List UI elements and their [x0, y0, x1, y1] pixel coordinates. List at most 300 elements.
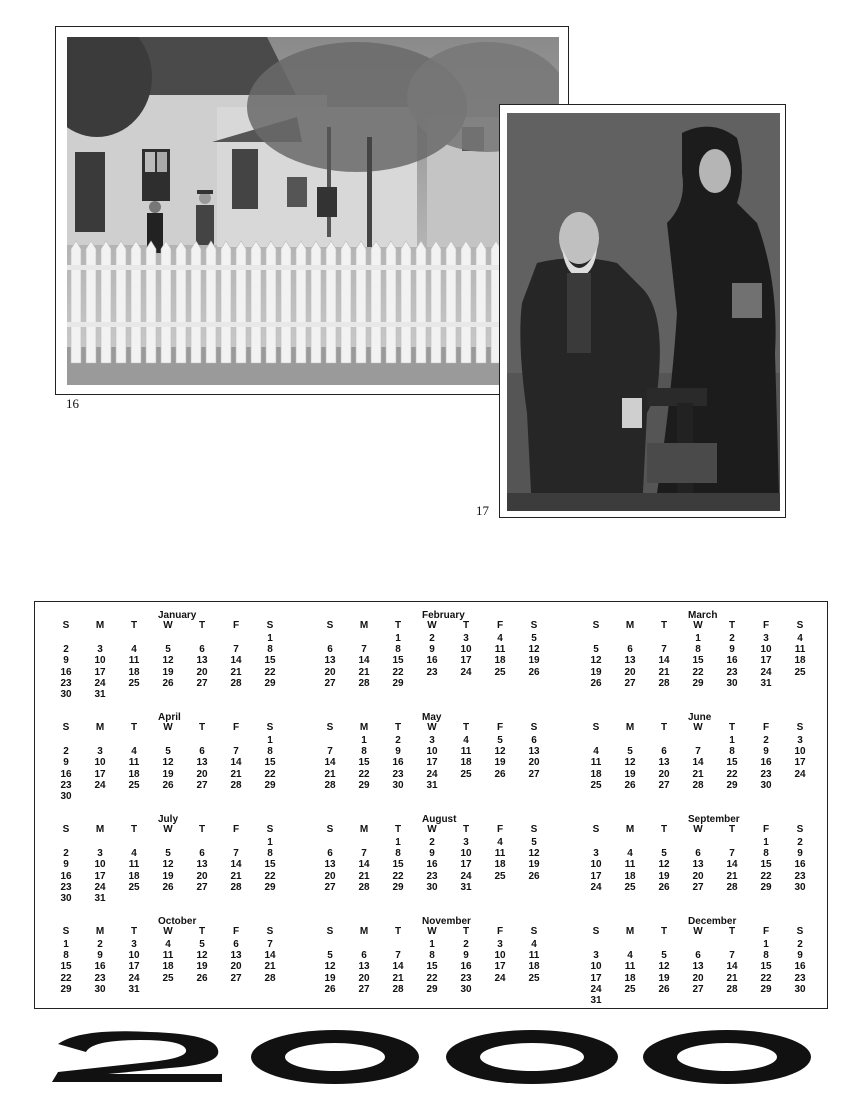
calendar-day: 14 — [230, 757, 242, 769]
calendar-day: 27 — [658, 779, 670, 791]
calendar-day: 11 — [494, 848, 506, 860]
calendar-day: 8 — [695, 644, 701, 656]
calendar-day: 15 — [760, 961, 772, 973]
weekday-header: S — [796, 620, 804, 631]
calendar-day: 20 — [196, 768, 208, 780]
calendar-day: 23 — [60, 779, 72, 791]
calendar-day: 26 — [162, 677, 174, 689]
calendar-day: 22 — [392, 870, 404, 882]
calendar-day: 16 — [60, 666, 72, 678]
calendar-day: 3 — [497, 939, 503, 950]
calendar-day: 23 — [460, 972, 472, 984]
calendar-day: 10 — [460, 848, 472, 860]
calendar-day: 28 — [324, 779, 336, 791]
calendar-day: 10 — [460, 644, 472, 656]
calendar-day: 11 — [128, 655, 140, 667]
calendar-day: 1 — [763, 939, 769, 950]
calendar-day: 11 — [162, 950, 174, 962]
calendar-day: 22 — [264, 666, 276, 678]
calendar-day: 14 — [230, 859, 242, 871]
calendar-day: 7 — [661, 644, 667, 656]
calendar-day: 17 — [94, 666, 106, 678]
calendar-day: 26 — [658, 881, 670, 893]
calendar-day: 29 — [760, 881, 772, 893]
weekday-header: S — [326, 620, 334, 631]
calendar-day: 16 — [794, 961, 806, 973]
weekday-header: M — [625, 722, 635, 733]
calendar-day: 30 — [60, 893, 72, 904]
calendar-day: 27 — [196, 779, 208, 791]
calendar-day: 5 — [497, 735, 503, 746]
calendar-day: 13 — [528, 746, 540, 758]
calendar-day: 24 — [460, 870, 472, 882]
calendar-day: 4 — [165, 939, 171, 950]
calendar-day: 18 — [460, 757, 472, 769]
calendar-day: 31 — [460, 881, 472, 893]
calendar-day: 13 — [196, 655, 208, 667]
calendar-day: 30 — [60, 689, 72, 700]
month-name: March — [688, 610, 718, 621]
calendar-day: 17 — [590, 870, 602, 882]
calendar-day: 1 — [695, 633, 701, 644]
weekday-header: S — [530, 824, 538, 835]
calendar-day: 27 — [528, 768, 540, 780]
weekday-header: M — [95, 722, 105, 733]
calendar-day: 30 — [392, 779, 404, 791]
calendar-day: 1 — [267, 633, 273, 644]
calendar-day: 16 — [60, 870, 72, 882]
calendar-day: 25 — [494, 870, 506, 882]
calendar-day: 26 — [624, 779, 636, 791]
calendar-day: 25 — [528, 972, 540, 984]
weekday-header: M — [359, 722, 369, 733]
weekday-header: M — [95, 620, 105, 631]
weekday-header: W — [427, 926, 437, 937]
calendar-day: 21 — [692, 768, 704, 780]
calendar-day: 29 — [264, 779, 276, 791]
calendar-day: 23 — [426, 666, 438, 678]
calendar-day: 24 — [590, 983, 602, 995]
calendar-day: 23 — [760, 768, 772, 780]
calendar-day: 20 — [692, 870, 704, 882]
calendar-day: 27 — [692, 881, 704, 893]
calendar-day: 23 — [94, 972, 106, 984]
calendar-day: 19 — [624, 768, 636, 780]
calendar-day: 26 — [162, 779, 174, 791]
calendar-day: 8 — [395, 848, 401, 860]
calendar-day: 21 — [658, 666, 670, 678]
weekday-header: F — [232, 926, 240, 937]
calendar-day: 4 — [463, 735, 469, 746]
calendar-day: 22 — [760, 870, 772, 882]
calendar-day: 20 — [196, 870, 208, 882]
calendar-day: 29 — [392, 881, 404, 893]
calendar-day: 17 — [494, 961, 506, 973]
calendar-day: 21 — [726, 972, 738, 984]
weekday-header: W — [163, 824, 173, 835]
calendar-day: 30 — [794, 983, 806, 995]
calendar-day: 30 — [60, 791, 72, 802]
weekday-header: W — [163, 620, 173, 631]
calendar-day: 20 — [324, 666, 336, 678]
calendar-day: 18 — [794, 655, 806, 667]
calendar-day: 15 — [358, 757, 370, 769]
calendar-day: 13 — [692, 961, 704, 973]
year-digit-0-second — [446, 1030, 618, 1084]
calendar-day: 26 — [590, 677, 602, 689]
calendar-day: 9 — [463, 950, 469, 962]
calendar-day: 3 — [797, 735, 803, 746]
calendar-day: 18 — [624, 972, 636, 984]
calendar-day: 6 — [327, 644, 333, 656]
weekday-header: F — [232, 722, 240, 733]
calendar-day: 29 — [264, 881, 276, 893]
weekday-header: F — [496, 620, 504, 631]
calendar-day: 24 — [94, 881, 106, 893]
calendar-day: 17 — [128, 961, 140, 973]
calendar-day: 8 — [429, 950, 435, 962]
calendar-day: 14 — [726, 961, 738, 973]
house-photo — [67, 37, 559, 385]
calendar-day: 17 — [760, 655, 772, 667]
calendar-day: 23 — [392, 768, 404, 780]
month-name: February — [422, 610, 465, 621]
calendar-day: 10 — [94, 859, 106, 871]
calendar-day: 4 — [497, 633, 503, 644]
calendar-day: 10 — [94, 757, 106, 769]
calendar-day: 31 — [128, 983, 140, 995]
year-digit-0-first — [251, 1030, 419, 1084]
calendar-day: 25 — [162, 972, 174, 984]
calendar-day: 8 — [63, 950, 69, 962]
weekday-header: F — [762, 824, 770, 835]
calendar-day: 19 — [494, 757, 506, 769]
calendar-day: 2 — [797, 939, 803, 950]
calendar-day: 11 — [624, 961, 636, 973]
calendar-day: 18 — [624, 870, 636, 882]
calendar-day: 31 — [590, 995, 602, 1006]
year-digit-0-third — [643, 1030, 811, 1084]
calendar-day: 27 — [324, 881, 336, 893]
calendar-day: 27 — [230, 972, 242, 984]
calendar-day: 5 — [165, 848, 171, 860]
calendar-day: 18 — [162, 961, 174, 973]
weekday-header: T — [130, 926, 138, 937]
calendar-day: 15 — [60, 961, 72, 973]
weekday-header: W — [163, 722, 173, 733]
calendar-day: 22 — [264, 870, 276, 882]
month-march — [580, 610, 830, 710]
calendar-day: 15 — [392, 655, 404, 667]
weekday-header: W — [427, 824, 437, 835]
calendar-day: 9 — [429, 644, 435, 656]
calendar-day: 25 — [590, 779, 602, 791]
weekday-header: T — [462, 620, 470, 631]
calendar-day: 17 — [590, 972, 602, 984]
calendar-day: 5 — [327, 950, 333, 962]
calendar-day: 3 — [593, 848, 599, 860]
calendar-day: 8 — [267, 848, 273, 860]
calendar-day: 22 — [60, 972, 72, 984]
calendar-day: 9 — [63, 655, 69, 667]
weekday-header: M — [359, 620, 369, 631]
calendar-day: 9 — [797, 848, 803, 860]
weekday-header: T — [660, 722, 668, 733]
calendar-day: 6 — [199, 848, 205, 860]
weekday-header: S — [326, 926, 334, 937]
calendar-day: 1 — [395, 633, 401, 644]
calendar-day: 29 — [760, 983, 772, 995]
month-january — [50, 610, 300, 710]
month-december — [580, 916, 830, 1016]
calendar-day: 25 — [460, 768, 472, 780]
calendar-day: 21 — [230, 870, 242, 882]
calendar-day: 12 — [624, 757, 636, 769]
calendar-day: 16 — [794, 859, 806, 871]
calendar-day: 4 — [131, 848, 137, 860]
calendar-day: 15 — [426, 961, 438, 973]
calendar-day: 10 — [590, 859, 602, 871]
calendar-day: 11 — [590, 757, 602, 769]
weekday-header: F — [496, 926, 504, 937]
calendar-day: 8 — [395, 644, 401, 656]
calendar-day: 2 — [763, 735, 769, 746]
weekday-header: F — [232, 824, 240, 835]
month-name: December — [688, 916, 737, 927]
calendar-day: 3 — [97, 746, 103, 758]
calendar-day: 11 — [460, 746, 472, 758]
calendar-day: 9 — [797, 950, 803, 962]
calendar-day: 24 — [460, 666, 472, 678]
calendar-day: 17 — [94, 768, 106, 780]
weekday-header: F — [232, 620, 240, 631]
weekday-header: T — [394, 722, 402, 733]
weekday-header: S — [326, 722, 334, 733]
calendar-day: 27 — [196, 677, 208, 689]
weekday-header: T — [198, 824, 206, 835]
calendar-day: 26 — [528, 870, 540, 882]
calendar-day: 5 — [165, 644, 171, 656]
calendar-day: 4 — [627, 950, 633, 962]
calendar-day: 9 — [97, 950, 103, 962]
calendar-day: 26 — [162, 881, 174, 893]
weekday-header: M — [359, 824, 369, 835]
calendar-day: 15 — [264, 757, 276, 769]
calendar-day: 7 — [729, 950, 735, 962]
calendar-day: 13 — [196, 757, 208, 769]
calendar-day: 18 — [128, 870, 140, 882]
weekday-header: S — [266, 620, 274, 631]
weekday-header: T — [394, 620, 402, 631]
calendar-day: 27 — [358, 983, 370, 995]
weekday-header: S — [530, 620, 538, 631]
month-name: September — [688, 814, 740, 825]
calendar-day: 6 — [361, 950, 367, 962]
weekday-header: M — [359, 926, 369, 937]
calendar-day: 7 — [729, 848, 735, 860]
weekday-header: S — [592, 926, 600, 937]
calendar-day: 19 — [528, 655, 540, 667]
calendar-day: 2 — [463, 939, 469, 950]
calendar-day: 4 — [131, 644, 137, 656]
calendar-day: 3 — [131, 939, 137, 950]
calendar-day: 4 — [797, 633, 803, 644]
calendar-day: 10 — [426, 746, 438, 758]
weekday-header: T — [462, 926, 470, 937]
calendar-day: 3 — [763, 633, 769, 644]
calendar-day: 3 — [97, 848, 103, 860]
calendar-day: 12 — [528, 848, 540, 860]
calendar-day: 10 — [760, 644, 772, 656]
calendar-day: 25 — [128, 677, 140, 689]
weekday-header: S — [62, 824, 70, 835]
calendar-day: 15 — [392, 859, 404, 871]
weekday-header: F — [762, 620, 770, 631]
calendar-day: 4 — [531, 939, 537, 950]
calendar-day: 22 — [392, 666, 404, 678]
calendar-day: 25 — [624, 983, 636, 995]
calendar-day: 28 — [230, 677, 242, 689]
weekday-header: F — [762, 926, 770, 937]
calendar-day: 2 — [97, 939, 103, 950]
weekday-header: S — [326, 824, 334, 835]
calendar-day: 26 — [494, 768, 506, 780]
calendar-day: 20 — [624, 666, 636, 678]
month-name: August — [422, 814, 457, 825]
photo-caption-17: 17 — [476, 503, 489, 518]
calendar-day: 13 — [692, 859, 704, 871]
calendar-day: 30 — [94, 983, 106, 995]
weekday-header: F — [496, 824, 504, 835]
calendar-day: 18 — [590, 768, 602, 780]
calendar-day: 8 — [267, 746, 273, 758]
weekday-header: T — [660, 620, 668, 631]
calendar-day: 30 — [426, 881, 438, 893]
calendar-day: 31 — [760, 677, 772, 689]
calendar-day: 22 — [264, 768, 276, 780]
weekday-header: S — [62, 926, 70, 937]
calendar-day: 16 — [760, 757, 772, 769]
month-june — [580, 712, 830, 812]
calendar-day: 29 — [392, 677, 404, 689]
calendar-day: 13 — [658, 757, 670, 769]
calendar-day: 8 — [267, 644, 273, 656]
calendar-day: 25 — [494, 666, 506, 678]
calendar-day: 6 — [531, 735, 537, 746]
calendar-day: 16 — [426, 859, 438, 871]
calendar-day: 26 — [196, 972, 208, 984]
calendar-day: 6 — [327, 848, 333, 860]
calendar-day: 16 — [726, 655, 738, 667]
weekday-header: M — [625, 620, 635, 631]
calendar-day: 14 — [324, 757, 336, 769]
calendar-day: 3 — [97, 644, 103, 656]
calendar-day: 27 — [196, 881, 208, 893]
calendar-day: 28 — [726, 983, 738, 995]
calendar-day: 8 — [763, 848, 769, 860]
weekday-header: S — [592, 620, 600, 631]
month-april — [50, 712, 300, 812]
calendar-day: 4 — [497, 837, 503, 848]
weekday-header: T — [130, 824, 138, 835]
calendar-day: 18 — [528, 961, 540, 973]
calendar-day: 25 — [624, 881, 636, 893]
calendar-day: 26 — [528, 666, 540, 678]
month-august — [314, 814, 564, 914]
calendar-day: 24 — [426, 768, 438, 780]
calendar-day: 7 — [327, 746, 333, 758]
calendar-day: 26 — [324, 983, 336, 995]
calendar-day: 9 — [63, 859, 69, 871]
calendar-day: 22 — [358, 768, 370, 780]
calendar-day: 21 — [230, 666, 242, 678]
calendar-day: 1 — [361, 735, 367, 746]
calendar-day: 26 — [658, 983, 670, 995]
calendar-day: 23 — [60, 677, 72, 689]
calendar-day: 2 — [429, 837, 435, 848]
calendar-day: 14 — [264, 950, 276, 962]
calendar-day: 11 — [794, 644, 806, 656]
calendar-day: 5 — [165, 746, 171, 758]
calendar-day: 24 — [94, 677, 106, 689]
calendar-day: 28 — [392, 983, 404, 995]
calendar-day: 12 — [324, 961, 336, 973]
calendar-day: 12 — [162, 655, 174, 667]
calendar-day: 27 — [692, 983, 704, 995]
weekday-header: S — [62, 620, 70, 631]
weekday-header: T — [728, 824, 736, 835]
weekday-header: W — [693, 620, 703, 631]
calendar-day: 28 — [358, 677, 370, 689]
weekday-header: T — [130, 620, 138, 631]
calendar-day: 14 — [358, 655, 370, 667]
weekday-header: S — [530, 926, 538, 937]
calendar-day: 6 — [199, 644, 205, 656]
calendar-day: 24 — [760, 666, 772, 678]
calendar-day: 15 — [760, 859, 772, 871]
calendar-day: 5 — [661, 950, 667, 962]
calendar-day: 31 — [94, 893, 106, 904]
calendar-day: 14 — [230, 655, 242, 667]
calendar-day: 9 — [763, 746, 769, 758]
calendar-day: 6 — [695, 848, 701, 860]
weekday-header: S — [796, 926, 804, 937]
calendar-day: 1 — [267, 735, 273, 746]
calendar-day: 27 — [324, 677, 336, 689]
calendar-day: 20 — [230, 961, 242, 973]
weekday-header: T — [394, 926, 402, 937]
calendar-day: 19 — [162, 768, 174, 780]
calendar-day: 1 — [429, 939, 435, 950]
weekday-header: W — [427, 620, 437, 631]
calendar-day: 16 — [94, 961, 106, 973]
weekday-header: M — [625, 824, 635, 835]
calendar-day: 13 — [230, 950, 242, 962]
calendar-day: 5 — [531, 837, 537, 848]
calendar-day: 19 — [162, 870, 174, 882]
calendar-day: 10 — [494, 950, 506, 962]
calendar-day: 28 — [230, 779, 242, 791]
calendar-day: 20 — [692, 972, 704, 984]
calendar-day: 9 — [429, 848, 435, 860]
month-name: November — [422, 916, 471, 927]
photo-frame-house — [55, 26, 569, 395]
calendar-day: 19 — [658, 972, 670, 984]
calendar-day: 8 — [729, 746, 735, 758]
weekday-header: T — [462, 722, 470, 733]
month-name: October — [158, 916, 197, 927]
weekday-header: F — [496, 722, 504, 733]
